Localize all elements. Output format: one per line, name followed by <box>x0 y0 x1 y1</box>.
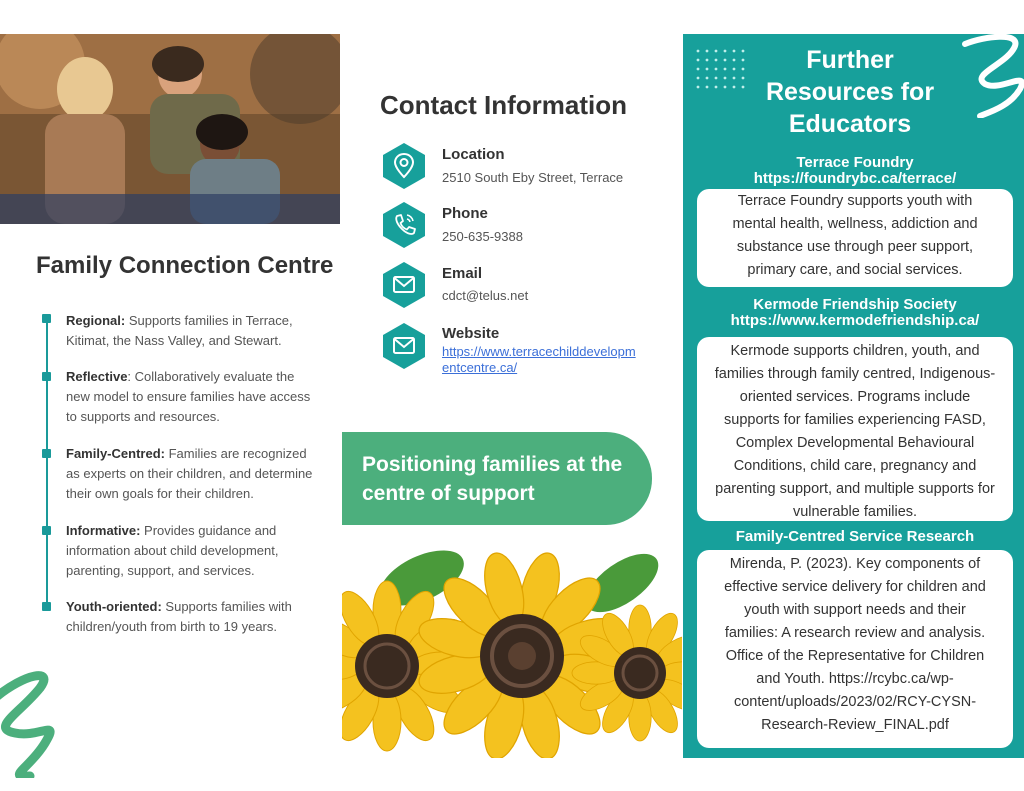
resource-card-kermode <box>697 337 1013 521</box>
timeline-item-youth-oriented: Youth-oriented: Supports families with children/youth from birth to 19 years. <box>66 599 292 634</box>
resource-heading-terrace-foundry: Terrace Foundry <box>796 154 914 171</box>
resource-card-terrace-foundry <box>697 189 1013 287</box>
timeline-line <box>46 318 48 608</box>
centre-title: Family Connection Centre <box>36 252 334 279</box>
timeline-dot <box>42 314 51 323</box>
timeline-item-informative: Informative: Provides guidance and information about child development, parenting, support, and services. <box>66 523 279 578</box>
resource-line: content/uploads/2023/02/RCY-CYSN- <box>733 694 977 710</box>
resource-line: Mirenda, P. (2023). Key components of <box>729 556 981 572</box>
location-label: Location <box>442 146 505 163</box>
resource-line: Terrace Foundry supports youth with <box>737 193 973 209</box>
sunflowers-illustration <box>342 548 682 758</box>
resource-line: primary care, and social services. <box>747 262 963 278</box>
email-label: Email <box>442 265 483 282</box>
contact-title: Contact Information <box>380 90 627 120</box>
envelope-icon <box>382 322 426 370</box>
phone-value: 250-635-9388 <box>442 229 523 244</box>
resource-line: vulnerable families. <box>792 504 918 520</box>
resource-url-terrace-foundry[interactable]: https://foundrybc.ca/terrace/ <box>753 170 957 187</box>
resource-line: oriented services. Programs include <box>739 389 971 405</box>
location-value: 2510 South Eby Street, Terrace <box>442 170 624 185</box>
resources-title: Further Resources for Educators <box>765 46 935 138</box>
green-squiggle-icon <box>0 668 80 778</box>
email-value: cdct@telus.net <box>442 288 529 303</box>
family-photo <box>0 34 340 224</box>
timeline-item-family-centred: Family-Centred: Families are recognized as experts on their children, and determine their own goals for their children. <box>66 446 313 501</box>
resource-heading-research: Family-Centred Service Research <box>735 528 975 545</box>
timeline-item-reflective: Reflective: Collaboratively evaluate the new model to ensure families have access to supports and resources. <box>66 369 311 424</box>
banner-text: Positioning families at the centre of support <box>362 453 623 505</box>
resource-line: mental health, wellness, addiction and <box>732 216 978 232</box>
white-swirl-icon <box>960 34 1024 118</box>
timeline-dot <box>42 372 51 381</box>
resource-line: Research-Review_FINAL.pdf <box>761 717 949 733</box>
resource-line: parenting support, and multiple supports for <box>715 481 995 497</box>
resource-line: and Youth. https://rcybc.ca/wp- <box>756 671 954 687</box>
timeline-dot <box>42 602 51 611</box>
timeline-item-regional: Regional: Supports families in Terrace, Kitimat, the Nass Valley, and Stewart. <box>66 313 293 348</box>
envelope-icon <box>382 261 426 309</box>
resource-line: families through family centred, Indigenous- <box>714 366 996 382</box>
timeline-dot <box>42 449 51 458</box>
resource-line: Office of the Representative for Children <box>725 648 985 664</box>
timeline-dot <box>42 526 51 535</box>
website-link[interactable]: https://www.terracechilddevelopmentcentre.ca/ <box>442 344 636 375</box>
resource-line: substance use through peer support, <box>736 239 974 255</box>
resource-line: youth with support needs and their <box>744 602 966 618</box>
location-pin-icon <box>382 142 426 190</box>
resource-line: families: A research review and analysis. <box>724 625 986 641</box>
resource-line: Kermode supports children, youth, and <box>730 343 980 359</box>
resource-card-research <box>697 550 1013 748</box>
resource-line: effective service delivery for children and <box>724 579 986 595</box>
resource-line: Conditions, child care, pregnancy and <box>733 458 977 474</box>
resource-line: Complex Developmental Behavioural <box>735 435 975 451</box>
website-label: Website <box>442 325 500 342</box>
phone-label: Phone <box>442 205 488 222</box>
resource-url-kermode[interactable]: https://www.kermodefriendship.ca/ <box>730 312 980 329</box>
resource-heading-kermode: Kermode Friendship Society <box>753 296 957 313</box>
resource-line: supports for families experiencing FASD, <box>724 412 986 428</box>
phone-icon <box>382 201 426 249</box>
